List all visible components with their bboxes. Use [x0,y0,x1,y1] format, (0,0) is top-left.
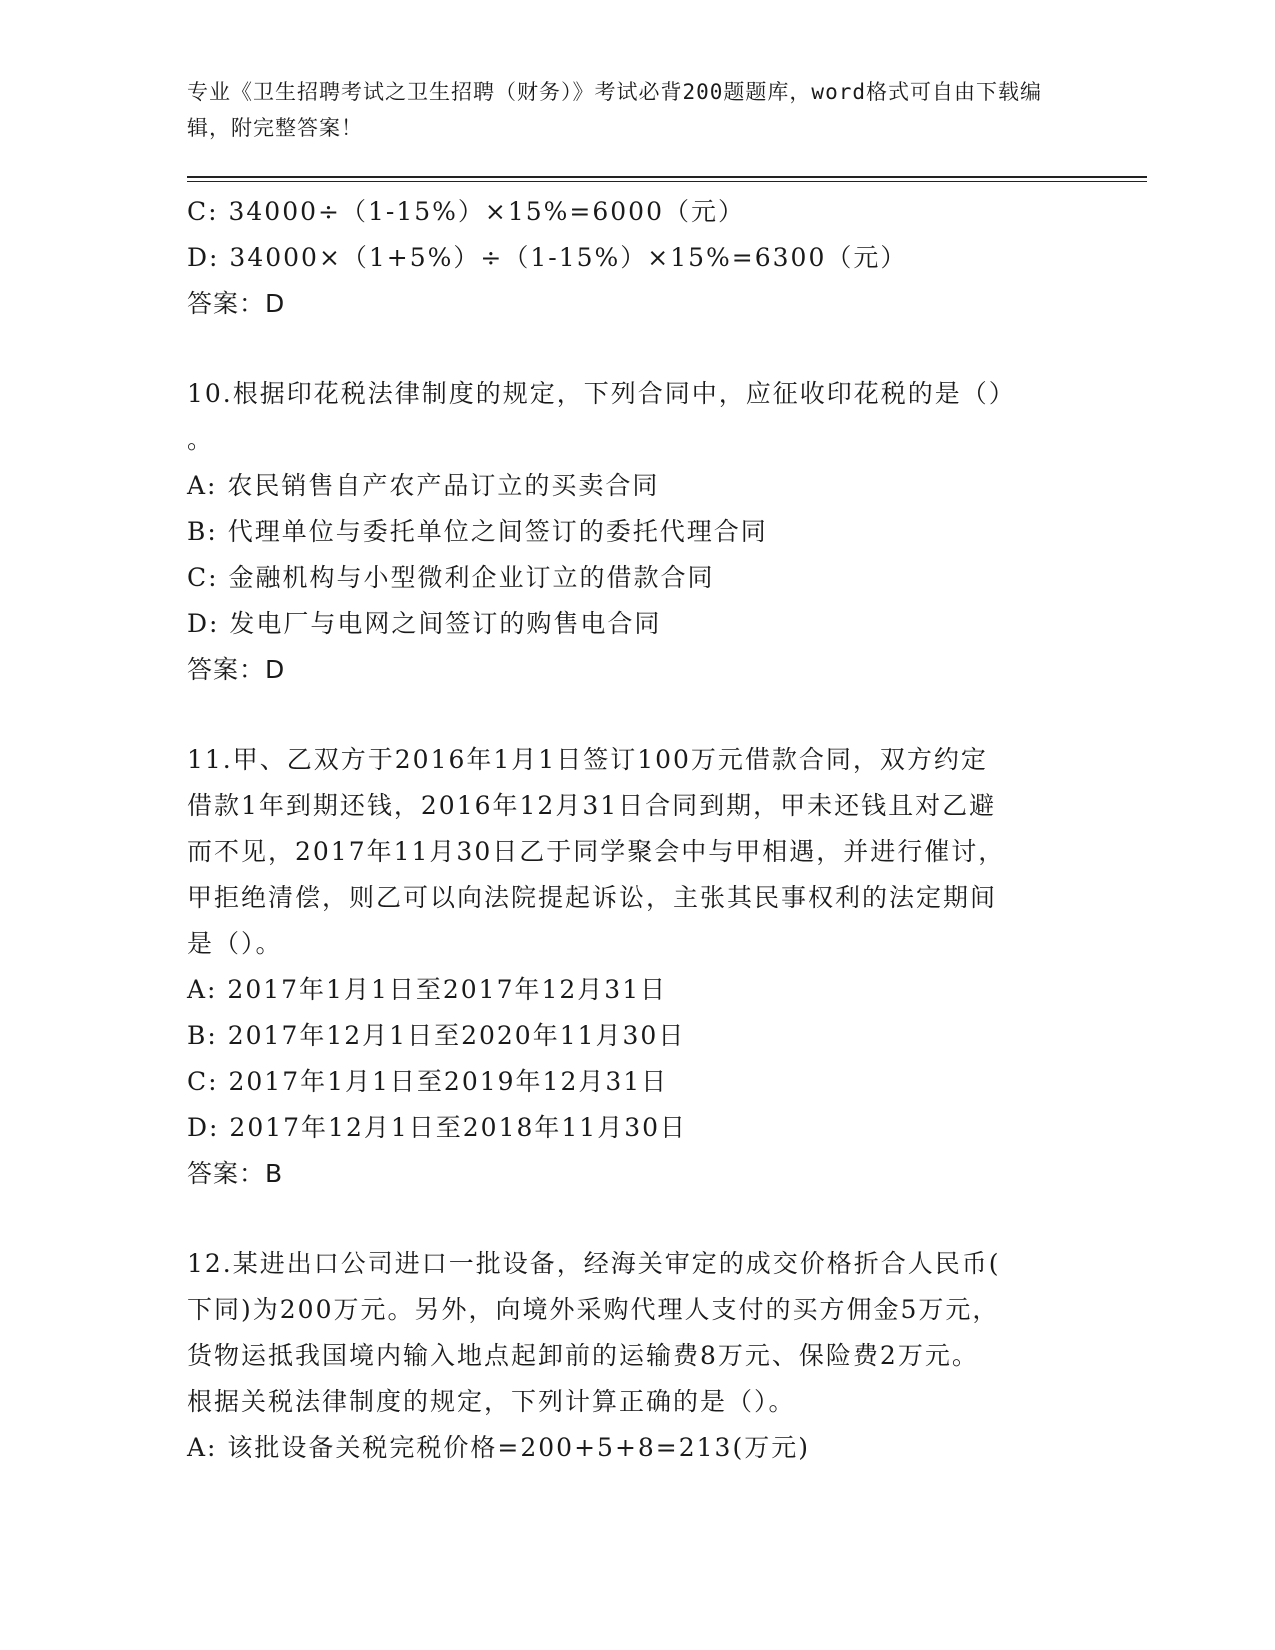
question-stem-line: 12.某进出口公司进口一批设备，经海关审定的成交价格折合人民币( [187,1249,1001,1278]
option-d: D: 发电厂与电网之间签订的购售电合同 [187,609,662,638]
question-stem: 10.根据印花税法律制度的规定，下列合同中，应征收印花税的是（） [187,379,1016,408]
spacer [187,1197,1077,1241]
option-c: C: 金融机构与小型微利企业订立的借款合同 [187,563,715,592]
header-title: 专业《卫生招聘考试之卫生招聘（财务）》考试必背200题题库，word格式可自由下载编辑，附完整答案！ [187,80,1042,140]
spacer [187,693,1077,737]
header-rule-thin [187,181,1147,182]
question-stem-line: 是（）。 [187,929,283,958]
question-stem-line: 11.甲、乙双方于2016年1月1日签订100万元借款合同，双方约定 [187,745,988,774]
option-a: A: 该批设备关税完税价格=200+5+8=213(万元) [187,1433,810,1462]
document-body [187,189,1077,1471]
document-header [187,74,1067,146]
question-stem-line: 下同)为200万元。另外，向境外采购代理人支付的买方佣金5万元， [187,1295,1000,1324]
question-stem-line: 货物运抵我国境内输入地点起卸前的运输费8万元、保险费2万元。 [187,1341,979,1370]
option-b: B: 代理单位与委托单位之间签订的委托代理合同 [187,517,768,546]
question-stem-line: 借款1年到期还钱，2016年12月31日合同到期，甲未还钱且对乙避 [187,791,997,820]
answer-line: 答案：B [187,1159,284,1188]
question-stem-end: 。 [187,425,215,454]
answer-line: 答案：D [187,289,286,318]
option-c: C: 2017年1月1日至2019年12月31日 [187,1067,669,1096]
header-rule-thick [187,176,1147,178]
option-a: A: 2017年1月1日至2017年12月31日 [187,975,668,1004]
question-12 [187,1241,1077,1471]
question-stem-line: 而不见，2017年11月30日乙于同学聚会中与甲相遇，并进行催讨， [187,837,1006,866]
option-d: D: 2017年12月1日至2018年11月30日 [187,1113,688,1142]
option-b: B: 2017年12月1日至2020年11月30日 [187,1021,686,1050]
option-d: D: 34000×（1+5%）÷（1-15%）×15%=6300（元） [187,243,908,272]
question-stem-line: 根据关税法律制度的规定，下列计算正确的是（）。 [187,1387,796,1416]
question-10 [187,371,1077,693]
option-a: A: 农民销售自产农产品订立的买卖合同 [187,471,660,500]
spacer [187,327,1077,371]
question-11 [187,737,1077,1197]
question-stem-line: 甲拒绝清偿，则乙可以向法院提起诉讼，主张其民事权利的法定期间 [187,883,998,912]
answer-line: 答案：D [187,655,286,684]
option-c: C: 34000÷（1-15%）×15%=6000（元） [187,197,745,226]
question-9-continued [187,189,1077,327]
